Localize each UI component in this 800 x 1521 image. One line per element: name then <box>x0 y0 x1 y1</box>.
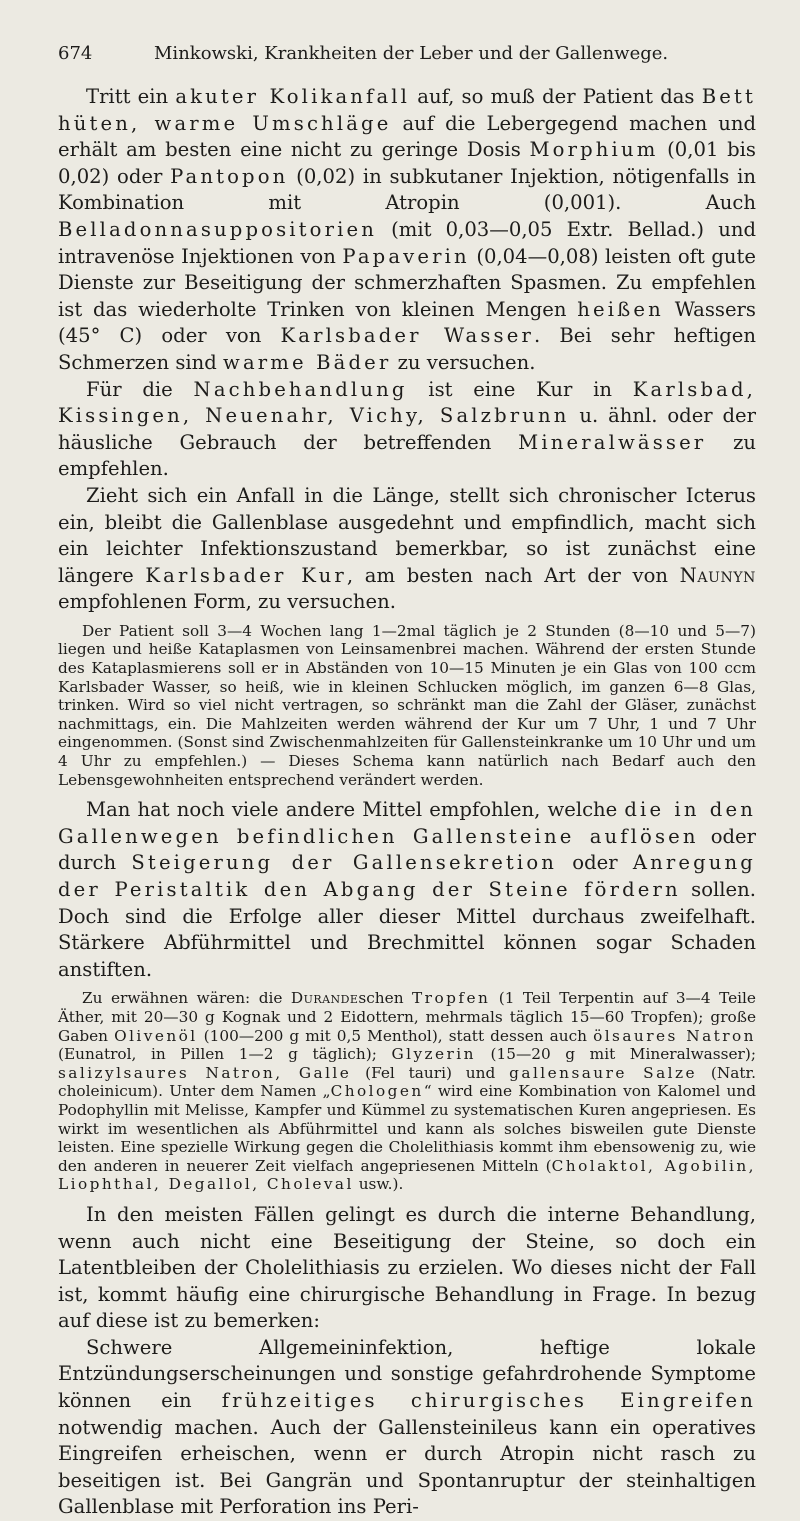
text-run: zu empfehlen. <box>58 430 757 481</box>
text-run: sollen. Doch sind die Erfolge aller dieser Mittel durchaus zweifelhaft. Stärkere Abführmittel und Brechmittel können sogar Schaden anstiften. <box>58 878 757 981</box>
text-run: Wassers (45° C) oder von <box>58 297 756 348</box>
running-header <box>58 42 756 66</box>
spaced-term: die in den Gallenwegen befindlichen Gallensteine auflösen <box>58 798 756 848</box>
author-name: Naunyn <box>679 563 756 587</box>
text-run: (100—200 g mit 0,5 Menthol), statt dessen auch <box>197 1026 594 1045</box>
text-run: Für die <box>86 377 194 401</box>
text-run: empfohlenen Form, zu versuchen. <box>58 590 396 614</box>
text-run: oder durch <box>58 824 756 875</box>
spaced-term: warme Bäder <box>223 350 392 374</box>
text-run: (15—20 g mit Mineralwasser); <box>475 1045 756 1064</box>
text-run: , am besten nach Art der von <box>346 563 680 587</box>
spaced-term: ölsaures Natron <box>593 1026 756 1045</box>
text-run: Schwere Allgemeininfektion, heftige lokale Entzündungserscheinungen und sonstige gefahrdrohende Symptome können ein <box>58 1335 756 1413</box>
text-run: (mit 0,03—0,05 Extr. Bellad.) und intravenöse Injektionen von <box>58 217 756 268</box>
note-mittel-liste <box>58 989 756 1194</box>
text-run: zu versuchen. <box>391 350 536 374</box>
spaced-term: Morphium <box>529 138 659 162</box>
spaced-term: Cholaktol, Agobilin, Liophthal, Degallol, Choleval <box>58 1156 756 1194</box>
spaced-term: Karlsbader Wasser <box>280 324 534 348</box>
text-run: u. ähnl. oder der häusliche Gebrauch der betreffenden <box>58 404 756 454</box>
text-run: (0,02) in subkutaner Injektion, nötigenfalls in Kombination mit Atropin (0,001). Auch <box>58 164 756 215</box>
spaced-term: heißen <box>577 297 664 321</box>
spaced-term: gallensaure Salze <box>509 1063 698 1082</box>
spaced-term: Papaverin <box>342 244 470 268</box>
text-run: (1 Teil Terpentin auf 3—4 Teile Äther, mit 20—30 g Kognak und 2 Eidottern, mehrmals täglich 15—60 Tropfen); große Gaben <box>58 989 756 1045</box>
spaced-term: Chologen <box>330 1082 424 1101</box>
text-run: “ wird eine Kombination von Kalomel und Podophyllin mit Melisse, Kampfer und Kümmel zu systematischen Kuren angepriesen. Es wirkt im wesentlichen als Abführmittel und kann als solches bisweilen gute Dienste leisten. Eine spezielle Wirkung gegen die Cholelithiasis kommt ihm ebensowenig zu, wie den anderen in neuerer Zeit vielfach angepriesenen Mitteln ( <box>58 1082 756 1175</box>
paragraph-anfall-laenge <box>58 483 756 616</box>
spaced-term: akuter Kolikanfall <box>175 85 411 108</box>
spaced-term: Steigerung der Gallensekretion <box>131 851 558 875</box>
text-run: (Eunatrol, in Pillen 1—2 g täglich); <box>58 1045 392 1064</box>
spaced-term: Anregung der Peristaltik den Abgang der Steine fördern <box>58 851 756 901</box>
text-run: ist eine Kur in <box>407 377 633 401</box>
text-run: (0,01 bis 0,02) oder <box>58 138 756 188</box>
paragraph-andere-mittel <box>58 797 756 983</box>
spaced-term: salizylsaures Natron, Galle <box>58 1063 352 1082</box>
spaced-term: Pantopon <box>170 164 289 188</box>
spaced-term: Karlsbad, Kissingen, Neuenahr, Vichy, Salzbrunn <box>58 377 756 428</box>
author-name: Durande <box>290 989 359 1008</box>
running-title: Minkowski, Krankheiten der Leber und der Gallenwege. <box>154 43 669 64</box>
spaced-term: frühzeitiges chirurgisches Eingreifen <box>221 1389 756 1413</box>
note-kurschema: Der Patient soll 3—4 Wochen lang 1—2mal täglich je 2 Stunden (8—10 und 5—7) liegen und heiße Kataplasmen von Leinsamenbrei machen. Während der ersten Stunde des Kataplasmierens soll er in Abständen von 10—15 Minuten je ein Glas von 100 ccm Karlsbader Wasser, so heiß, wie in kleinen Schlucken möglich, im ganzen 6—8 Glas, trinken. Wird so viel nicht vertragen, so schränkt man die Zahl der Gläser, zunächst nachmittags, ein. Die Mahlzeiten werden während der Kur um 7 Uhr, 1 und 7 Uhr eingenommen. (Sonst sind Zwischenmahlzeiten für Gallensteinkranke um 10 Uhr und um 4 Uhr zu empfehlen.) — Dieses Schema kann natürlich nach Bedarf auch den Lebensgewohnheiten entsprechend verändert werden. <box>58 621 756 789</box>
spaced-term: Mineralwässer <box>518 430 707 454</box>
text-run: (Natr. choleinicum). Unter dem Namen „ <box>58 1063 756 1101</box>
text-run: Tritt ein <box>86 85 176 108</box>
page-number: 674 <box>58 43 93 64</box>
spaced-term: Glyzerin <box>391 1045 476 1064</box>
text-run: schen <box>358 989 413 1008</box>
text-run: oder <box>557 851 633 875</box>
spaced-term: Belladonnasuppositorien <box>58 217 377 241</box>
spaced-term: Nachbehandlung <box>193 377 408 401</box>
paragraph-eingreifen <box>58 1335 756 1521</box>
text-run: (Fel tauri) und <box>351 1063 510 1082</box>
text-run: auf, so muß der Patient das <box>410 85 702 108</box>
text-run: auf die Lebergegend machen und erhält am besten eine nicht zu geringe Dosis <box>58 111 757 162</box>
text-run: usw.). <box>353 1175 404 1194</box>
paragraph-nachbehandlung <box>58 377 756 483</box>
text-run: Zieht sich ein Anfall in die Länge, stellt sich chronischer Icterus ein, bleibt die Gallenblase ausgedehnt und empfindlich, macht sich ein leichter Infektionszustand bemerkbar, so ist zunächst eine längere <box>58 483 756 587</box>
spaced-term: Tropfen <box>412 989 491 1008</box>
paragraph-kolikanfall <box>58 84 756 377</box>
text-run: . Bei sehr heftigen Schmerzen sind <box>58 324 756 374</box>
text-run: (0,04—0,08) leisten oft gute Dienste zur Beseitigung der schmerzhaften Spasmen. Zu empfehlen ist das wiederholte Trinken von kleinen Mengen <box>58 244 756 321</box>
text-run: notwendig machen. Auch der Gallensteinileus kann ein operatives Eingreifen erheischen, wenn er durch Atropin nicht rasch zu beseitigen ist. Bei Gangrän und Spontanruptur der steinhaltigen Gallenblase mit Perforation ins Peri- <box>58 1415 756 1519</box>
spaced-term: Karlsbader Kur <box>145 563 347 587</box>
text-run: Zu erwähnen wären: die <box>82 989 291 1008</box>
text-run: Man hat noch viele andere Mittel empfohlen, welche <box>86 798 625 822</box>
spaced-term: Olivenöl <box>114 1026 198 1045</box>
spaced-term: Bett hüten, warme Umschläge <box>58 85 756 135</box>
paragraph-chirurgie: In den meisten Fällen gelingt es durch die interne Behandlung, wenn auch nicht eine Beseitigung der Steine, so doch ein Latentbleiben der Cholelithiasis zu erzielen. Wo dieses nicht der Fall ist, kommt häufig eine chirurgische Behandlung in Frage. In bezug auf diese ist zu bemerken: <box>58 1202 756 1333</box>
